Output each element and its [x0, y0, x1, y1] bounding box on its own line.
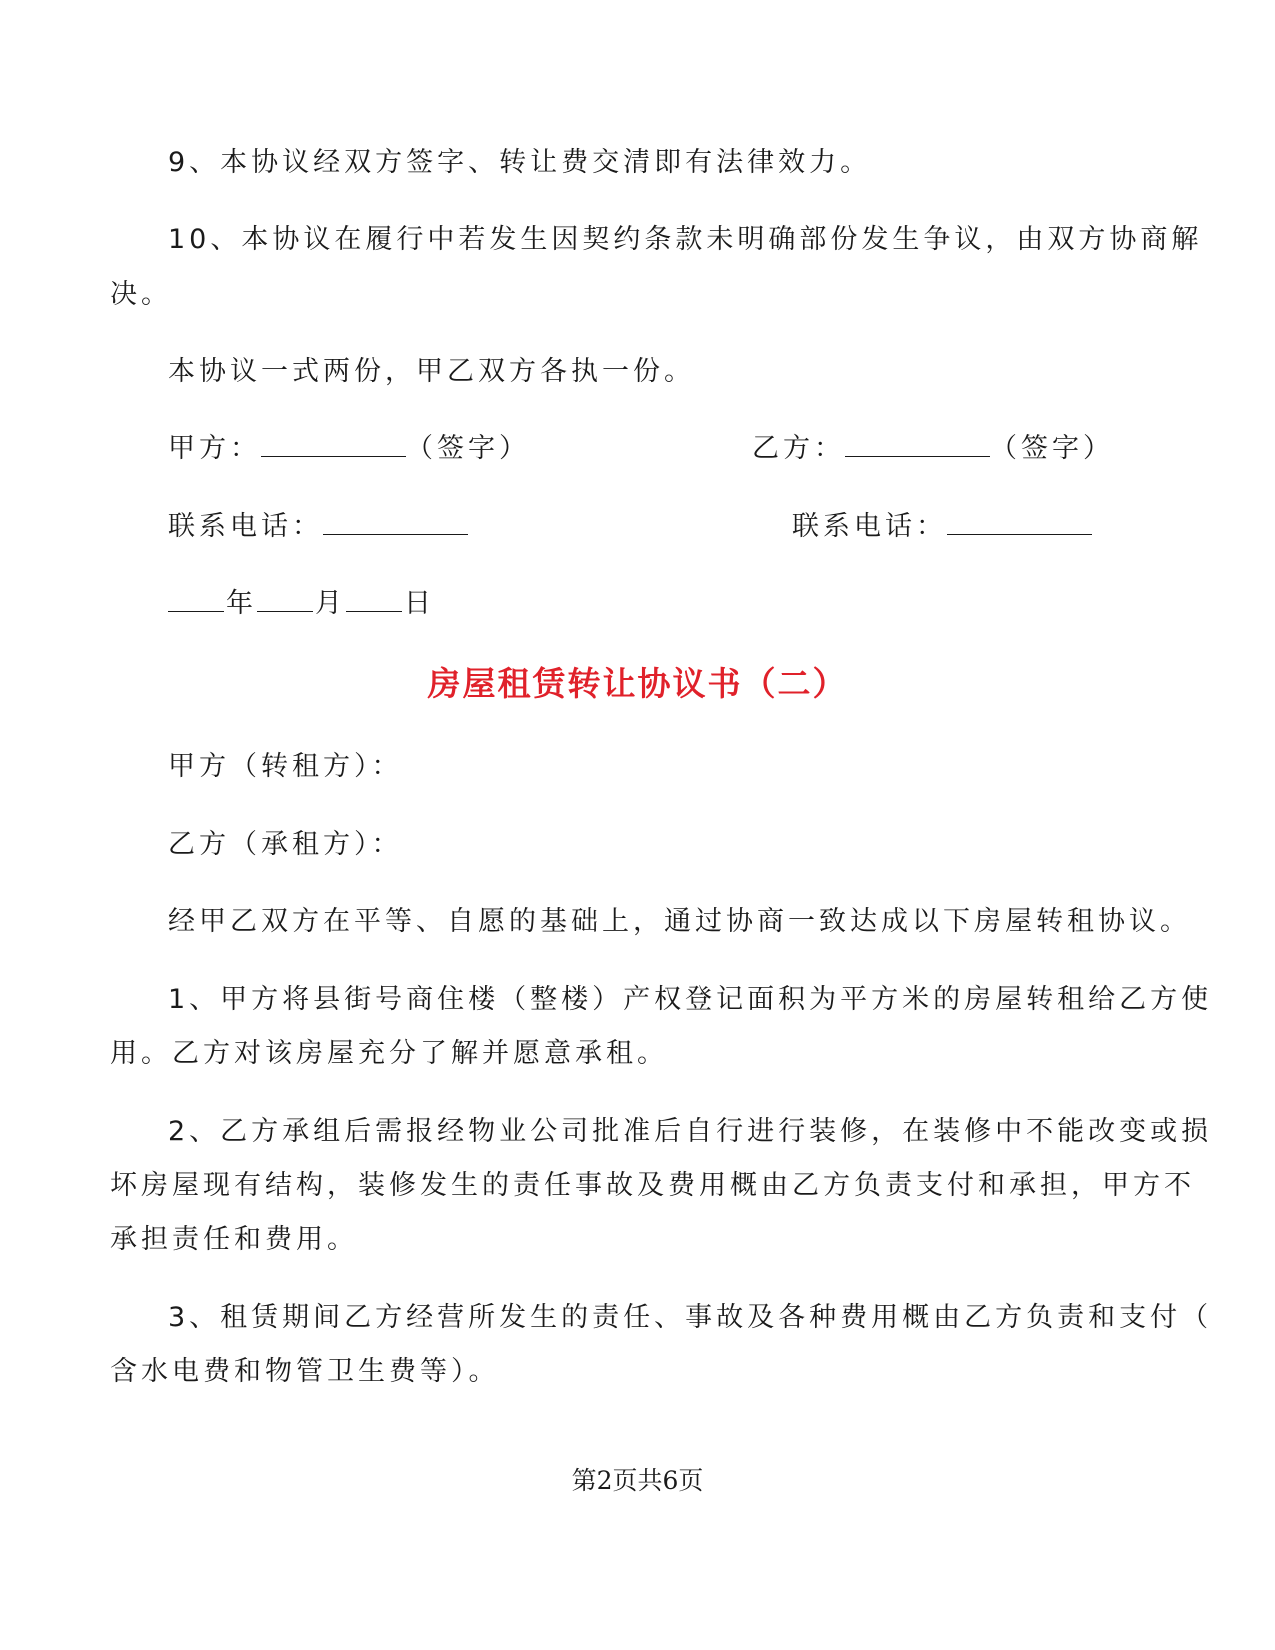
date-month-label: 月	[315, 588, 346, 619]
party-a-sublessor: 甲方（转租方）：	[168, 751, 403, 782]
party-a-signature-line	[168, 432, 530, 466]
clause-10-line-2: 决。	[110, 279, 172, 310]
clause-10-line-1: 10、本协议在履行中若发生因契约条款未明确部份发生争议，由双方协商解	[168, 224, 1203, 255]
clause-9: 9、本协议经双方签字、转让费交清即有法律效力。	[168, 147, 872, 178]
clause-2-line-1: 2、乙方承组后需报经物业公司批准后自行进行装修，在装修中不能改变或损	[168, 1116, 1213, 1147]
clause-2-line-2: 坏房屋现有结构，装修发生的责任事故及费用概由乙方负责支付和承担，甲方不	[110, 1170, 1195, 1201]
party-b-phone-label: 联系电话：	[792, 511, 947, 542]
party-a-label: 甲方：	[168, 433, 261, 464]
year-blank	[168, 587, 224, 612]
party-b-phone-line	[792, 510, 1092, 544]
party-a-phone-line	[168, 510, 468, 544]
party-a-phone-label: 联系电话：	[168, 511, 323, 542]
party-b-phone-blank	[947, 510, 1092, 535]
party-b-signature-line	[752, 432, 1114, 466]
clause-3-line-2: 含水电费和物管卫生费等）。	[110, 1356, 500, 1387]
page-indicator: 第2页共6页	[571, 1466, 704, 1495]
party-b-sign-note: （签字）	[990, 433, 1114, 464]
date-day-label: 日	[404, 588, 435, 619]
month-blank	[257, 587, 313, 612]
party-b-lessee: 乙方（承租方）：	[168, 829, 403, 860]
section-title: 房屋租赁转让协议书（二）	[427, 664, 848, 703]
intro-paragraph: 经甲乙双方在平等、自愿的基础上，通过协商一致达成以下房屋转租协议。	[168, 906, 1191, 937]
party-b-signature-blank	[845, 432, 990, 457]
party-b-label: 乙方：	[752, 433, 845, 464]
party-a-signature-blank	[261, 432, 406, 457]
clause-1-line-1: 1、甲方将县街号商住楼（整楼）产权登记面积为平方米的房屋转租给乙方使	[168, 984, 1213, 1015]
clause-2-line-3: 承担责任和费用。	[110, 1224, 358, 1255]
clause-3-line-1: 3、租赁期间乙方经营所发生的责任、事故及各种费用概由乙方负责和支付（	[168, 1302, 1213, 1333]
day-blank	[346, 587, 402, 612]
clause-1-line-2: 用。乙方对该房屋充分了解并愿意承租。	[110, 1038, 668, 1069]
party-a-phone-blank	[323, 510, 468, 535]
party-a-sign-note: （签字）	[406, 433, 530, 464]
copies-statement: 本协议一式两份，甲乙双方各执一份。	[168, 356, 695, 387]
date-year-label: 年	[226, 588, 257, 619]
date-line	[168, 587, 435, 621]
